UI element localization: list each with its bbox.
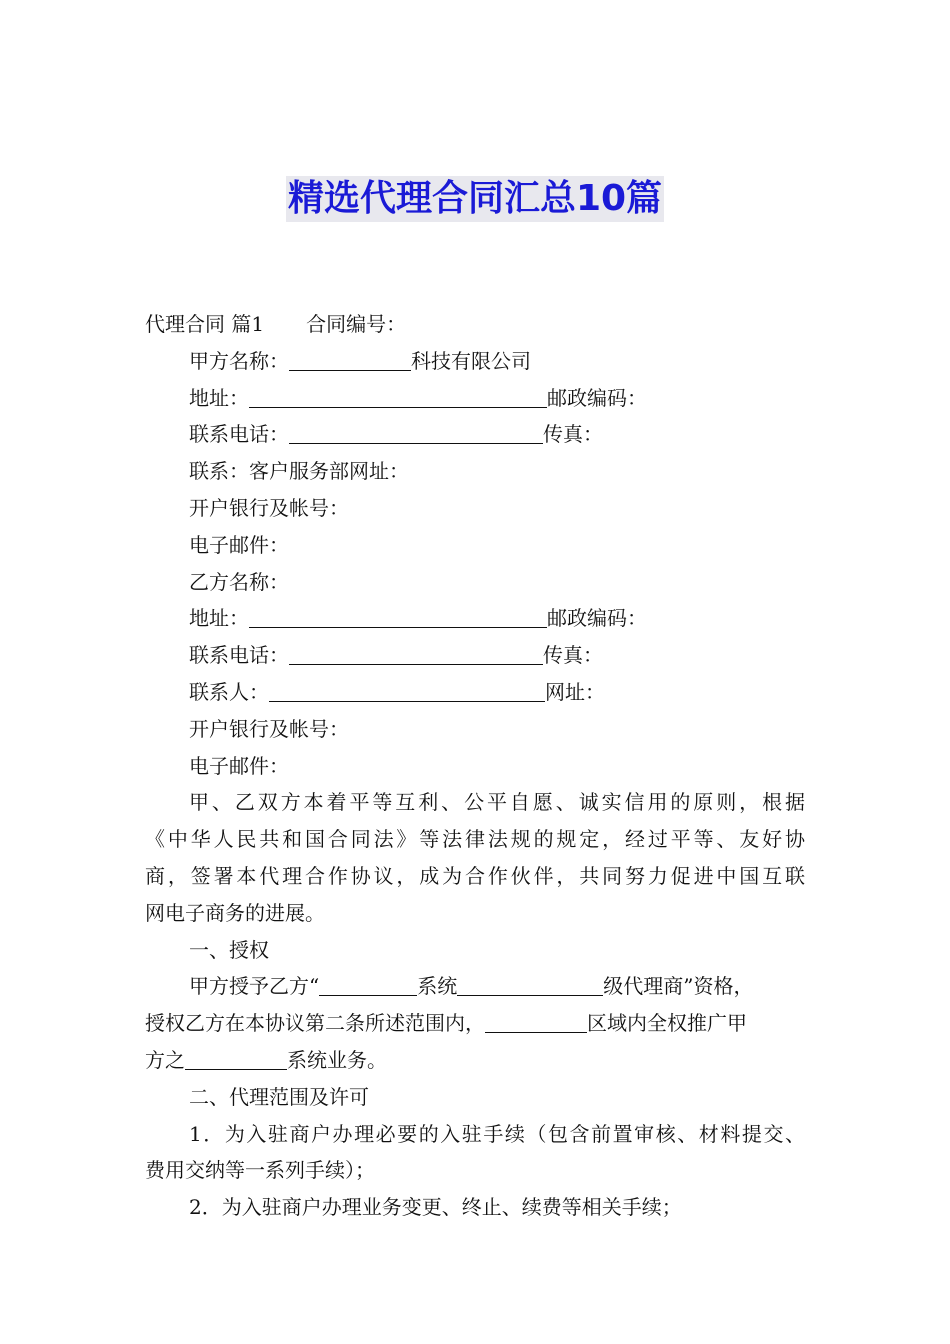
contract-number-label: 合同编号：: [306, 312, 407, 336]
title-wrap: [0, 176, 950, 222]
blank-line: [457, 973, 603, 996]
blank-line: [319, 973, 417, 996]
blank-line: [269, 679, 545, 702]
text-fragment: 系统业务。: [287, 1047, 387, 1072]
intro-line-2: 《中华人民共和国合同法》等法律法规的规定，经过平等、友好协: [145, 827, 805, 852]
section-2-heading: 二、代理范围及许可: [189, 1084, 369, 1109]
document-body: [145, 306, 805, 1226]
text-fragment: 系统: [417, 974, 458, 999]
party-a-name-label: 甲方名称：: [189, 348, 289, 373]
intro-line-3: 商，签署本代理合作协议，成为合作伙伴，共同努力促进中国互联: [145, 863, 805, 888]
text-fragment: 方之: [145, 1047, 185, 1072]
blank-line: [289, 642, 543, 665]
party-b-phone: [145, 637, 805, 674]
party-b-address-label: 地址：: [189, 606, 249, 631]
section-2-item-1a: 1．为入驻商户办理必要的入驻手续（包含前置审核、材料提交、: [189, 1121, 805, 1146]
party-a-name-suffix: 科技有限公司: [411, 348, 531, 373]
blank-line: [289, 348, 411, 371]
section-1-line-2: [145, 1005, 805, 1042]
party-b-phone-label: 联系电话：: [189, 643, 289, 668]
section-2-item-2: 2．为入驻商户办理业务变更、终止、续费等相关手续；: [189, 1195, 682, 1220]
party-a-phone-label: 联系电话：: [189, 422, 289, 447]
blank-line: [249, 385, 547, 408]
contract-header: [145, 306, 805, 343]
document-title: 精选代理合同汇总10篇: [286, 176, 664, 222]
party-b-name: 乙方名称：: [189, 569, 289, 594]
party-a-bank: 开户银行及帐号：: [189, 495, 349, 520]
section-2-item-1b: 费用交纳等一系列手续）；: [145, 1158, 375, 1183]
party-a-postcode-label: 邮政编码：: [547, 385, 647, 410]
party-a-phone: [145, 416, 805, 453]
party-b-address: [145, 600, 805, 637]
text-fragment: 区域内全权推广甲: [587, 1011, 747, 1036]
party-b-email: 电子邮件：: [189, 753, 289, 778]
intro-line-1: 甲、乙双方本着平等互利、公平自愿、诚实信用的原则，根据: [189, 790, 805, 815]
text-fragment: 级代理商”资格，: [603, 974, 754, 999]
section-1-line-3: [145, 1042, 805, 1079]
party-b-bank: 开户银行及帐号：: [189, 716, 349, 741]
party-a-address-label: 地址：: [189, 385, 249, 410]
party-b-contact-label: 联系人：: [189, 679, 269, 704]
party-a-name: [145, 343, 805, 380]
party-a-fax-label: 传真：: [543, 422, 603, 447]
party-b-postcode-label: 邮政编码：: [547, 606, 647, 631]
section-1-line-1: [145, 968, 805, 1005]
blank-line: [289, 421, 543, 444]
party-a-email: 电子邮件：: [189, 532, 289, 557]
blank-line: [485, 1010, 587, 1033]
intro-line-4: 网电子商务的进展。: [145, 900, 325, 925]
contract-label: 代理合同 篇1: [145, 312, 265, 336]
blank-line: [249, 605, 547, 628]
party-a-address: [145, 380, 805, 417]
text-fragment: 甲方授予乙方“: [189, 974, 320, 999]
blank-line: [185, 1047, 287, 1070]
party-b-fax-label: 传真：: [543, 643, 603, 668]
text-fragment: 授权乙方在本协议第二条所述范围内，: [145, 1011, 485, 1036]
section-1-heading: 一、授权: [189, 937, 269, 962]
party-b-website-label: 网址：: [545, 679, 605, 704]
party-b-contact: [145, 674, 805, 711]
party-a-contact: 联系：客户服务部网址：: [189, 459, 409, 484]
